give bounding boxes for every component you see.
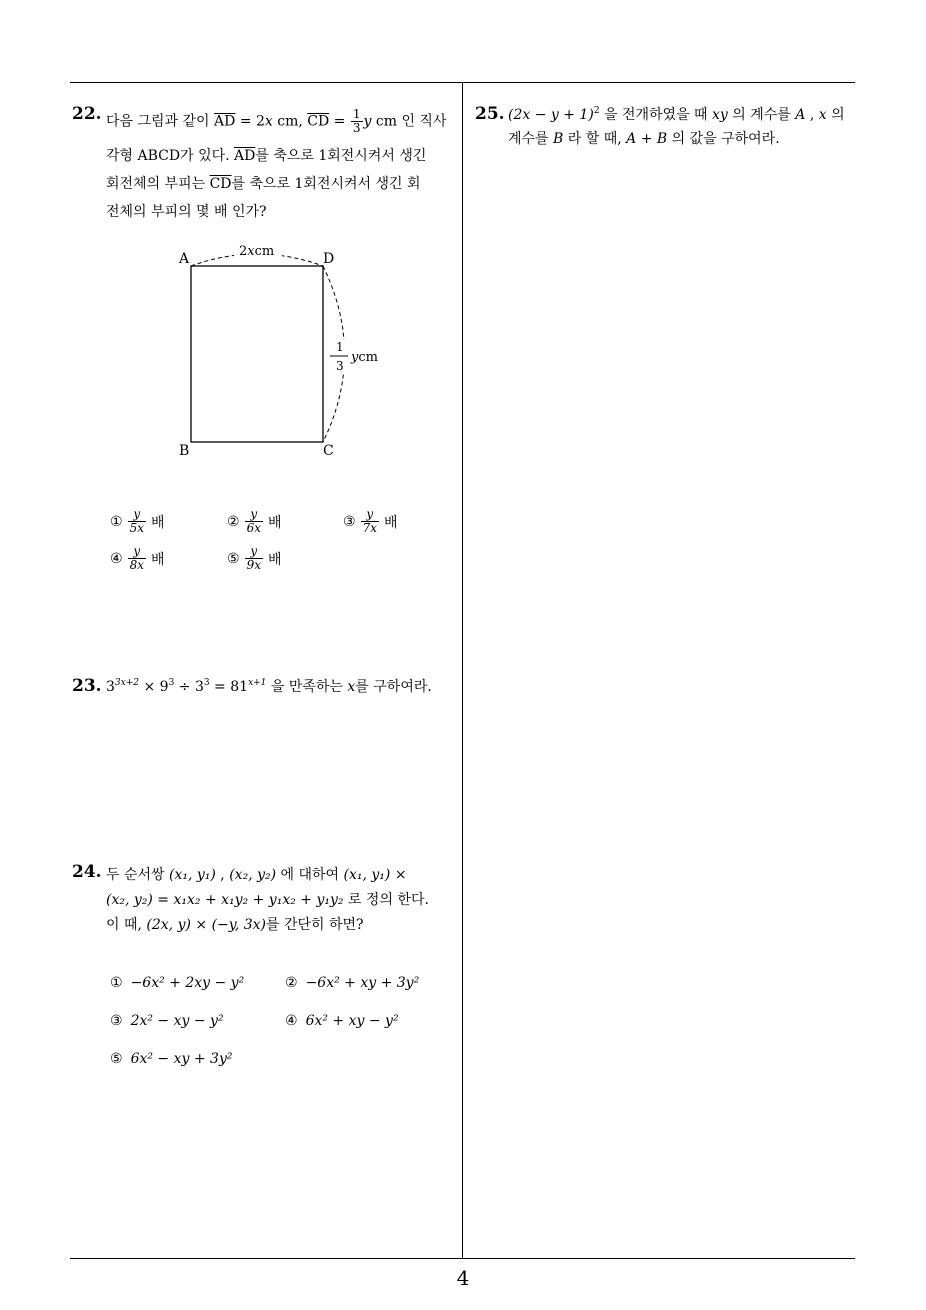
top-dim-label: 2xcm — [239, 244, 275, 259]
vertex-c-label: C — [323, 443, 334, 459]
q22-text: cm 인 직사 — [371, 113, 447, 130]
question-24-number: 24. — [72, 862, 102, 882]
q24-choice-3[interactable]: ③ 2x² − xy − y² — [110, 1013, 224, 1029]
rectangle-figure — [170, 240, 390, 465]
page-number: 4 — [456, 1266, 470, 1290]
q24-choice-2[interactable]: ② −6x² + xy + 3y² — [285, 975, 420, 991]
question-25-line-1: $(2x - y + 1)^2$ 을 전개하였을 때 xy 의 계수를 A , x 의 — [508, 106, 845, 123]
question-25-number: 25. — [475, 104, 505, 124]
side-dim-unit: ycm — [351, 350, 378, 365]
q24-choice-1[interactable]: ① −6x² + 2xy − y² — [110, 975, 245, 991]
q22-segment-cd: $\overline{CD}$ — [307, 113, 330, 130]
q22-choice-4[interactable]: ④ $\frac{y}{8x}$ 배 — [110, 544, 165, 572]
side-dim-numerator: 1 — [336, 340, 344, 354]
column-divider — [462, 82, 463, 1258]
bottom-rule — [70, 1258, 855, 1259]
question-23-text: $3^{3x+2} \times 9^3 \div 3^3 = 81^{x+1}$ 을 만족하는 x를 구하여라. — [106, 678, 432, 695]
q24-choice-4[interactable]: ④ 6x² + xy − y² — [285, 1013, 399, 1029]
q24-choice-5[interactable]: ⑤ 6x² − xy + 3y² — [110, 1051, 233, 1067]
q22-segment-cd: $\overline{CD}$ — [209, 176, 232, 192]
question-24-line-2: (x₂, y₂) = x₁x₂ + x₁y₂ + y₁x₂ + y₁y₂ 로 정의 한다. — [106, 892, 429, 908]
rectangle-abcd — [191, 266, 323, 442]
vertex-b-label: B — [179, 443, 190, 459]
q22-choice-3[interactable]: ③ $\frac{y}{7x}$ 배 — [343, 507, 398, 535]
question-22-line-4: 전체의 부피의 몇 배 인가? — [106, 204, 267, 220]
q22-segment-ad: $\overline{AD}$ — [234, 148, 256, 164]
q22-fraction: $\frac{1}{3}$ — [352, 107, 361, 135]
q22-text: = 2 — [235, 113, 265, 130]
q22-choice-1[interactable]: ① $\frac{y}{5x}$ 배 — [110, 507, 165, 535]
question-24-line-1: 두 순서쌍 (x₁, y₁) , (x₂, y₂) 에 대하여 (x₁, y₁) × — [106, 867, 407, 883]
q22-var-x: x — [264, 113, 273, 130]
question-22-number: 22. — [72, 104, 102, 124]
question-22-line-3: 회전체의 부피는 $\overline{CD}$를 축으로 1회전시켜서 생긴 회 — [106, 176, 421, 192]
q22-text: cm, — [272, 113, 308, 130]
question-23-number: 23. — [72, 676, 102, 696]
question-22-line-2: 각형 ABCD가 있다. $\overline{AD}$를 축으로 1회전시켜서 생긴 — [106, 148, 427, 164]
side-dim-denominator: 3 — [336, 359, 344, 373]
q22-choice-5[interactable]: ⑤ $\frac{y}{9x}$ 배 — [227, 544, 282, 572]
q22-text: 다음 그림과 같이 — [106, 113, 215, 130]
vertex-a-label: A — [179, 251, 190, 267]
q22-segment-ad: $\overline{AD}$ — [214, 113, 236, 130]
q22-var-y: y — [363, 113, 372, 130]
question-24-line-3: 이 때, (2x, y) × (−y, 3x)를 간단히 하면? — [106, 917, 364, 933]
q22-choice-2[interactable]: ② $\frac{y}{6x}$ 배 — [227, 507, 282, 535]
q22-text: = — [329, 113, 350, 130]
vertex-d-label: D — [323, 251, 335, 267]
question-25-line-2: 계수를 B 라 할 때, A + B 의 값을 구하여라. — [508, 131, 780, 147]
question-22-line-1 — [106, 108, 446, 135]
